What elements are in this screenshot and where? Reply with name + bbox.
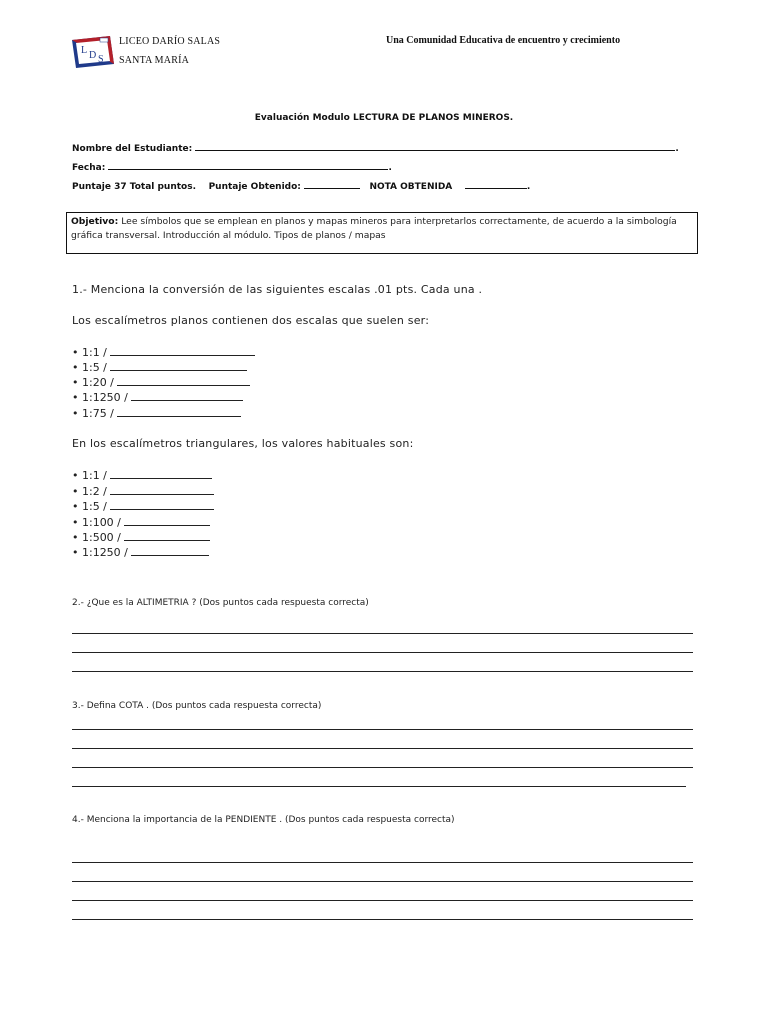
- score-total: Puntaje 37 Total puntos.: [72, 182, 197, 192]
- flat-scale-item: • 1:1250 /: [72, 390, 243, 404]
- question-1: 1.- Menciona la conversión de las siguientes escalas .01 pts. Cada una .: [72, 283, 483, 296]
- student-name-label: Nombre del Estudiante:: [72, 144, 193, 154]
- student-name-field[interactable]: [195, 141, 675, 151]
- flat-scale-item: • 1:5 /: [72, 360, 247, 374]
- answer-line[interactable]: [72, 919, 693, 920]
- flat-scale-answer[interactable]: [110, 360, 247, 371]
- score-obtained-label: Puntaje Obtenido:: [208, 182, 301, 192]
- triangular-scale-item: • 1:1250 /: [72, 545, 209, 559]
- flat-scale-answer[interactable]: [131, 390, 243, 401]
- triangular-scales-intro: En los escalímetros triangulares, los valores habituales son:: [72, 437, 414, 450]
- page-title: Evaluación Modulo LECTURA DE PLANOS MINEROS.: [254, 113, 514, 123]
- triangular-scale-answer[interactable]: [124, 515, 210, 526]
- answer-line[interactable]: [72, 900, 693, 901]
- flat-scale-answer[interactable]: [117, 375, 250, 386]
- logo-letter-s: S: [98, 54, 104, 65]
- answer-line[interactable]: [72, 862, 693, 863]
- triangular-scale-answer[interactable]: [124, 530, 210, 541]
- answer-line[interactable]: [72, 881, 693, 882]
- answer-line[interactable]: [72, 633, 693, 634]
- school-city: SANTA MARÍA: [119, 55, 190, 66]
- answer-line[interactable]: [72, 767, 693, 768]
- answer-line[interactable]: [72, 786, 686, 787]
- date-field[interactable]: [108, 160, 388, 170]
- school-logo: [70, 34, 116, 70]
- question-4: 4.- Menciona la importancia de la PENDIENTE . (Dos puntos cada respuesta correcta): [72, 815, 455, 825]
- objective-box: [66, 212, 698, 254]
- logo-letter-d: D: [89, 50, 97, 61]
- score-row: Puntaje 37 Total puntos. Puntaje Obtenido: NOTA OBTENIDA .: [72, 179, 530, 192]
- triangular-scale-item: • 1:500 /: [72, 530, 210, 544]
- triangular-scale-item: • 1:2 /: [72, 484, 214, 498]
- flat-scales-intro: Los escalímetros planos contienen dos escalas que suelen ser:: [72, 314, 430, 327]
- triangular-scale-item: • 1:5 /: [72, 499, 214, 513]
- answer-line[interactable]: [72, 729, 693, 730]
- date-row: Fecha: .: [72, 160, 392, 173]
- answer-line[interactable]: [72, 652, 693, 653]
- student-name-row: Nombre del Estudiante: .: [72, 141, 679, 154]
- flat-scale-item: • 1:1 /: [72, 345, 255, 359]
- triangular-scale-item: • 1:1 /: [72, 468, 212, 482]
- score-obtained-field[interactable]: [304, 179, 360, 189]
- triangular-scale-answer[interactable]: [110, 499, 214, 510]
- school-motto: Una Comunidad Educativa de encuentro y crecimiento: [386, 35, 621, 46]
- triangular-scale-answer[interactable]: [110, 468, 212, 479]
- flat-scale-answer[interactable]: [110, 345, 255, 356]
- flat-scale-answer[interactable]: [117, 406, 241, 417]
- question-3: 3.- Defina COTA . (Dos puntos cada respuesta correcta): [72, 701, 322, 711]
- objective-text: Lee símbolos que se emplean en planos y mapas mineros para interpretarlos correctamente, de acuerdo a la simbología gráfica transversal. Introducción al módulo. Tipos de planos / mapas: [71, 216, 677, 241]
- triangular-scale-answer[interactable]: [110, 484, 214, 495]
- flat-scale-item: • 1:20 /: [72, 375, 250, 389]
- grade-label: NOTA OBTENIDA: [369, 182, 453, 192]
- triangular-scale-answer[interactable]: [131, 545, 209, 556]
- logo-letter-l: L: [81, 45, 88, 56]
- answer-line[interactable]: [72, 671, 693, 672]
- date-label: Fecha:: [72, 163, 106, 173]
- question-2: 2.- ¿Que es la ALTIMETRIA ? (Dos puntos cada respuesta correcta): [72, 598, 369, 608]
- answer-line[interactable]: [72, 748, 693, 749]
- grade-field[interactable]: [465, 179, 527, 189]
- triangular-scale-item: • 1:100 /: [72, 515, 210, 529]
- flat-scale-item: • 1:75 /: [72, 406, 241, 420]
- objective-label: Objetivo:: [71, 216, 119, 227]
- school-name: LICEO DARÍO SALAS: [119, 36, 221, 47]
